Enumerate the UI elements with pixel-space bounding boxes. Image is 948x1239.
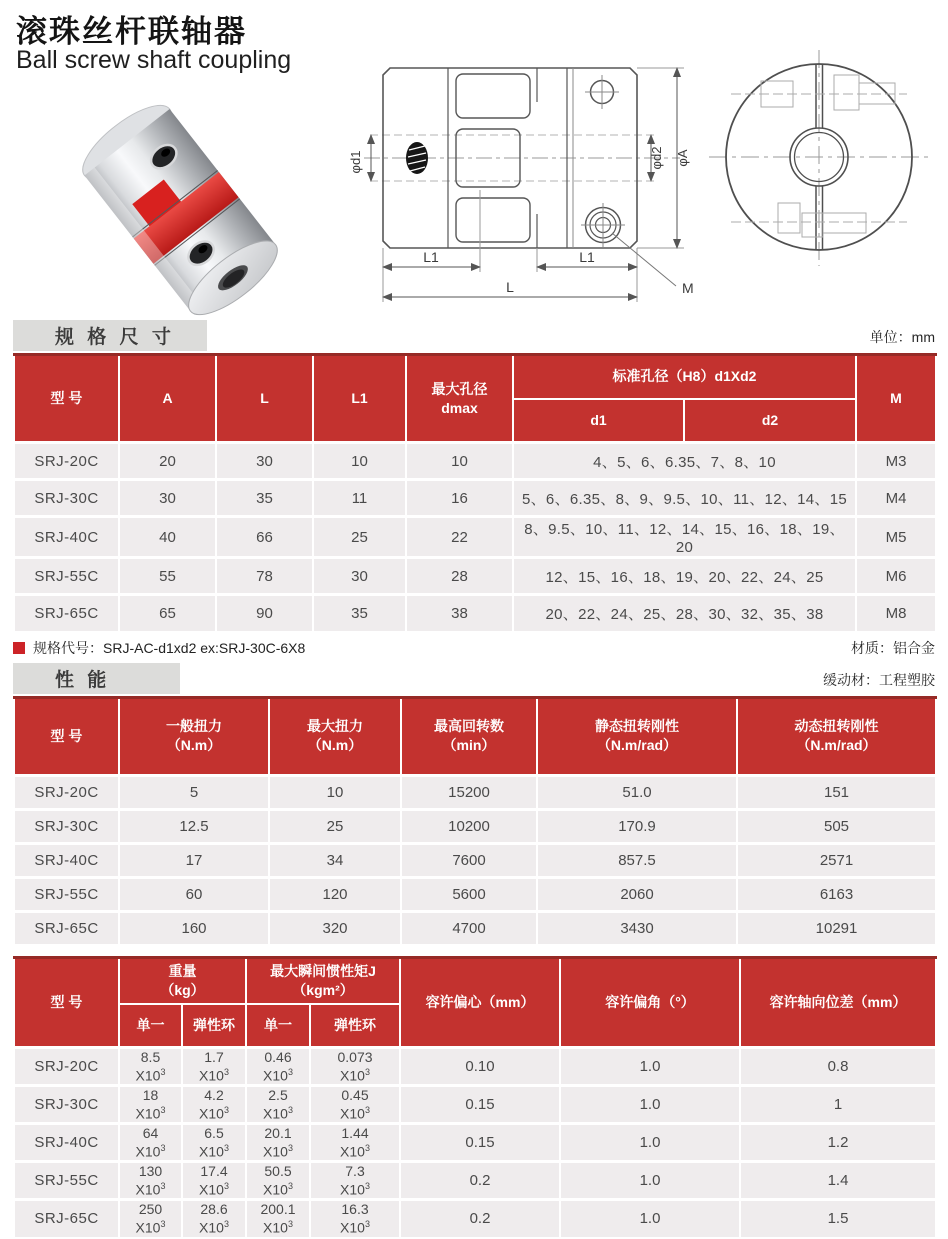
cell-weight-elastic: 1.7 $X10^3$ <box>182 1048 246 1086</box>
cell-angle: 1.0 <box>560 1048 740 1086</box>
cell-M: M3 <box>856 443 936 480</box>
cell-angle: 1.0 <box>560 1162 740 1200</box>
cell-axial: 1.5 <box>740 1200 936 1238</box>
cell-dmax: 16 <box>406 480 513 517</box>
cell-model: SRJ-40C <box>14 843 119 877</box>
col-header-A: A <box>119 355 216 443</box>
col-header-weight-elastic: 弹性环 <box>182 1004 246 1048</box>
cell-L1: 10 <box>313 443 406 480</box>
cell-dmax: 38 <box>406 595 513 632</box>
dim-label-A: φA <box>675 149 690 167</box>
table-row <box>14 1162 936 1200</box>
cell-L1: 25 <box>313 517 406 558</box>
table-row <box>14 775 936 809</box>
spec-code-note <box>13 638 305 658</box>
cell-model: SRJ-65C <box>14 595 119 632</box>
front-view-drawing <box>703 38 943 273</box>
section-title-performance: 性 能 <box>13 663 180 694</box>
page-title: 滚珠丝杆联轴器 <box>16 14 247 49</box>
cell-dynamic-stiffness: 505 <box>737 809 936 843</box>
cell-max-torque: 25 <box>269 809 401 843</box>
table-row <box>14 911 936 945</box>
cell-dynamic-stiffness: 6163 <box>737 877 936 911</box>
performance-table <box>13 696 937 947</box>
cell-inertia-single: 20.1 $X10^3$ <box>246 1124 310 1162</box>
cell-max-torque: 10 <box>269 775 401 809</box>
cell-eccentricity: 0.2 <box>400 1200 560 1238</box>
col-header-d1: d1 <box>513 399 684 443</box>
table-row <box>14 1048 936 1086</box>
cell-A: 20 <box>119 443 216 480</box>
cell-L: 78 <box>216 558 313 595</box>
cell-inertia-single: 2.5 $X10^3$ <box>246 1086 310 1124</box>
cell-inertia-single: 0.46 $X10^3$ <box>246 1048 310 1086</box>
cell-angle: 1.0 <box>560 1124 740 1162</box>
cell-max-speed: 4700 <box>401 911 537 945</box>
material-note: 材质：铝合金 <box>851 639 935 656</box>
table-row <box>14 843 936 877</box>
cell-weight-elastic: 17.4 $X10^3$ <box>182 1162 246 1200</box>
col-header-bore-group: 标准孔径（H8）d1Xd2 <box>513 355 856 399</box>
cell-A: 65 <box>119 595 216 632</box>
cell-L: 35 <box>216 480 313 517</box>
spec-header-row-1 <box>14 355 936 399</box>
cell-weight-single: 8.5 $X10^3$ <box>119 1048 182 1086</box>
cell-static-stiffness: 857.5 <box>537 843 737 877</box>
cell-dynamic-stiffness: 2571 <box>737 843 936 877</box>
table-row <box>14 517 936 558</box>
col-header-model: 型 号 <box>14 958 119 1048</box>
cell-weight-single: 250 $X10^3$ <box>119 1200 182 1238</box>
cell-bores: 20、22、24、25、28、30、32、35、38 <box>513 595 856 632</box>
dim-label-L1-right: L1 <box>579 249 595 265</box>
cell-model: SRJ-55C <box>14 558 119 595</box>
col-header-static-stiffness: 静态扭转刚性 （N.m/rad） <box>537 697 737 775</box>
cell-L1: 35 <box>313 595 406 632</box>
cell-A: 40 <box>119 517 216 558</box>
cell-static-stiffness: 170.9 <box>537 809 737 843</box>
cell-model: SRJ-30C <box>14 809 119 843</box>
page-subtitle: Ball screw shaft coupling <box>16 46 292 74</box>
cell-dynamic-stiffness: 151 <box>737 775 936 809</box>
cell-torque: 60 <box>119 877 269 911</box>
cell-angle: 1.0 <box>560 1086 740 1124</box>
col-header-max-torque: 最大扭力 （N.m） <box>269 697 401 775</box>
unit-note: 单位：mm <box>869 329 935 345</box>
spec-code-text: 规格代号：SRJ-AC-d1xd2 ex:SRJ-30C-6X8 <box>33 639 306 656</box>
col-header-d2: d2 <box>684 399 856 443</box>
cell-L: 90 <box>216 595 313 632</box>
cell-dynamic-stiffness: 10291 <box>737 911 936 945</box>
cell-max-speed: 5600 <box>401 877 537 911</box>
table-row <box>14 809 936 843</box>
col-header-weight-single: 单一 <box>119 1004 182 1048</box>
cell-eccentricity: 0.10 <box>400 1048 560 1086</box>
tolerance-table <box>13 956 937 1239</box>
cell-axial: 1.2 <box>740 1124 936 1162</box>
cell-bores: 5、6、6.35、8、9、9.5、10、11、12、14、15 <box>513 480 856 517</box>
cell-model: SRJ-65C <box>14 911 119 945</box>
cell-weight-elastic: 28.6 $X10^3$ <box>182 1200 246 1238</box>
spec-table <box>13 353 937 633</box>
cell-M: M4 <box>856 480 936 517</box>
col-header-model: 型 号 <box>14 697 119 775</box>
col-header-inertia-single: 单一 <box>246 1004 310 1048</box>
table-row <box>14 877 936 911</box>
spacer <box>0 946 948 956</box>
cell-weight-single: 64 $X10^3$ <box>119 1124 182 1162</box>
cell-inertia-elastic: 1.44 $X10^3$ <box>310 1124 400 1162</box>
table-row <box>14 1086 936 1124</box>
cell-static-stiffness: 3430 <box>537 911 737 945</box>
table-row <box>14 1200 936 1238</box>
cell-axial: 1.4 <box>740 1162 936 1200</box>
cell-M: M8 <box>856 595 936 632</box>
cell-A: 30 <box>119 480 216 517</box>
col-header-inertia-group: 最大瞬间惯性矩J （kgm²） <box>246 958 400 1004</box>
cell-model: SRJ-20C <box>14 443 119 480</box>
col-header-max-speed: 最高回转数 （min） <box>401 697 537 775</box>
cell-M: M5 <box>856 517 936 558</box>
red-square-bullet-icon <box>13 642 25 654</box>
cell-dmax: 10 <box>406 443 513 480</box>
cell-model: SRJ-40C <box>14 1124 119 1162</box>
table-row <box>14 480 936 517</box>
col-header-dmax: 最大孔径 dmax <box>406 355 513 443</box>
performance-section-header <box>13 663 935 696</box>
top-section <box>0 0 948 320</box>
cell-model: SRJ-20C <box>14 775 119 809</box>
cell-static-stiffness: 51.0 <box>537 775 737 809</box>
cell-model: SRJ-55C <box>14 1162 119 1200</box>
cell-eccentricity: 0.15 <box>400 1086 560 1124</box>
cell-model: SRJ-40C <box>14 517 119 558</box>
cell-inertia-elastic: 16.3 $X10^3$ <box>310 1200 400 1238</box>
cell-model: SRJ-55C <box>14 877 119 911</box>
col-header-model: 型 号 <box>14 355 119 443</box>
cell-static-stiffness: 2060 <box>537 877 737 911</box>
cell-eccentricity: 0.2 <box>400 1162 560 1200</box>
cell-eccentricity: 0.15 <box>400 1124 560 1162</box>
spec-section-header <box>13 320 935 353</box>
col-header-L: L <box>216 355 313 443</box>
tolerance-header-row-1 <box>14 958 936 1004</box>
cell-L1: 30 <box>313 558 406 595</box>
table-row <box>14 558 936 595</box>
cell-max-speed: 15200 <box>401 775 537 809</box>
cushion-note: 缓动材：工程塑胶 <box>823 671 935 688</box>
cell-bores: 12、15、16、18、19、20、22、24、25 <box>513 558 856 595</box>
cell-model: SRJ-30C <box>14 1086 119 1124</box>
cell-max-torque: 320 <box>269 911 401 945</box>
cell-model: SRJ-65C <box>14 1200 119 1238</box>
cell-inertia-single: 200.1 $X10^3$ <box>246 1200 310 1238</box>
cell-axial: 1 <box>740 1086 936 1124</box>
cell-weight-elastic: 6.5 $X10^3$ <box>182 1124 246 1162</box>
cell-L: 30 <box>216 443 313 480</box>
cell-inertia-elastic: 0.073 $X10^3$ <box>310 1048 400 1086</box>
cell-model: SRJ-20C <box>14 1048 119 1086</box>
cell-weight-single: 18 $X10^3$ <box>119 1086 182 1124</box>
cell-axial: 0.8 <box>740 1048 936 1086</box>
section-title-specs: 规 格 尺 寸 <box>13 320 207 351</box>
spec-notes <box>13 633 935 663</box>
col-header-weight-group: 重量 （kg） <box>119 958 246 1004</box>
cell-model: SRJ-30C <box>14 480 119 517</box>
cell-L1: 11 <box>313 480 406 517</box>
cell-bores: 8、9.5、10、11、12、14、15、16、18、19、20 <box>513 517 856 558</box>
cell-torque: 160 <box>119 911 269 945</box>
performance-header-row <box>14 697 936 775</box>
cell-torque: 12.5 <box>119 809 269 843</box>
table-row <box>14 1124 936 1162</box>
dim-label-L1-left: L1 <box>423 249 439 265</box>
table-row <box>14 443 936 480</box>
col-header-axial: 容许轴向位差（mm） <box>740 958 936 1048</box>
cell-bores: 4、5、6、6.35、7、8、10 <box>513 443 856 480</box>
cell-max-torque: 34 <box>269 843 401 877</box>
col-header-L1: L1 <box>313 355 406 443</box>
col-header-M: M <box>856 355 936 443</box>
cell-dmax: 22 <box>406 517 513 558</box>
col-header-torque: 一般扭力 （N.m） <box>119 697 269 775</box>
cell-L: 66 <box>216 517 313 558</box>
dim-label-M: M <box>682 280 694 296</box>
cell-angle: 1.0 <box>560 1200 740 1238</box>
dim-label-d2: φd2 <box>649 146 664 170</box>
cell-dmax: 28 <box>406 558 513 595</box>
dim-label-L: L <box>506 279 514 295</box>
cell-max-torque: 120 <box>269 877 401 911</box>
cell-A: 55 <box>119 558 216 595</box>
cell-torque: 5 <box>119 775 269 809</box>
cell-inertia-elastic: 7.3 $X10^3$ <box>310 1162 400 1200</box>
col-header-dynamic-stiffness: 动态扭转刚性 （N.m/rad） <box>737 697 936 775</box>
cell-weight-single: 130 $X10^3$ <box>119 1162 182 1200</box>
cell-M: M6 <box>856 558 936 595</box>
cell-inertia-single: 50.5 $X10^3$ <box>246 1162 310 1200</box>
table-row <box>14 595 936 632</box>
cell-max-speed: 7600 <box>401 843 537 877</box>
dim-label-d1: φd1 <box>348 150 363 174</box>
product-photo <box>40 98 320 323</box>
col-header-angle: 容许偏角（°） <box>560 958 740 1048</box>
cell-weight-elastic: 4.2 $X10^3$ <box>182 1086 246 1124</box>
cell-inertia-elastic: 0.45 $X10^3$ <box>310 1086 400 1124</box>
side-view-drawing <box>346 40 706 312</box>
cell-torque: 17 <box>119 843 269 877</box>
col-header-eccentricity: 容许偏心（mm） <box>400 958 560 1048</box>
col-header-inertia-elastic: 弹性环 <box>310 1004 400 1048</box>
cell-max-speed: 10200 <box>401 809 537 843</box>
